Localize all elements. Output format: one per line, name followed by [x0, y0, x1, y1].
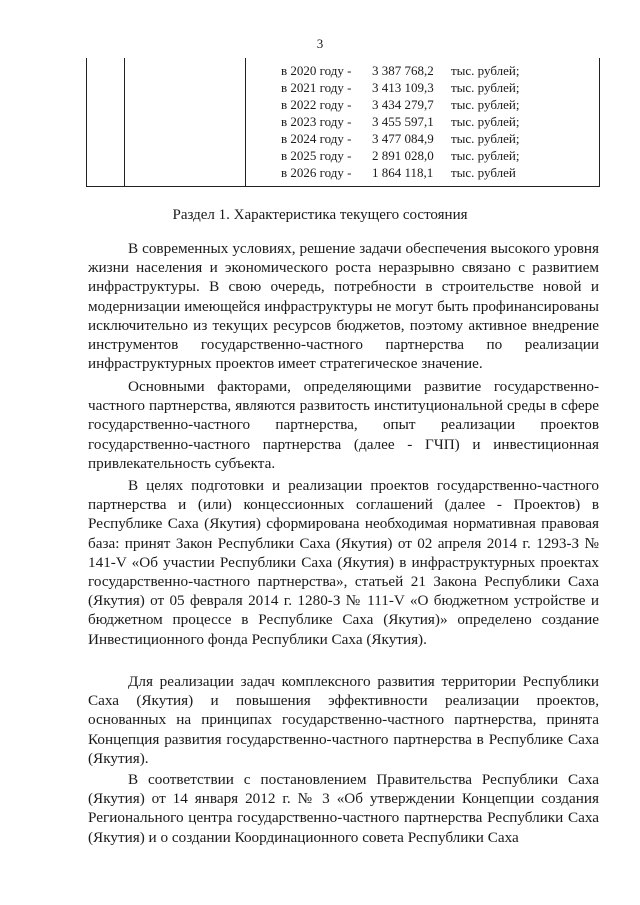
- funding-amount: 2 891 028,0: [372, 148, 434, 163]
- funding-unit: тыс. рублей;: [451, 148, 520, 163]
- funding-year: в 2025 году -: [281, 148, 352, 163]
- funding-amount: 3 455 597,1: [372, 114, 434, 129]
- funding-amount: 3 413 109,3: [372, 80, 434, 95]
- funding-year: в 2021 году -: [281, 80, 352, 95]
- funding-year: в 2022 году -: [281, 97, 352, 112]
- funding-amount: 1 864 118,1: [372, 165, 434, 180]
- funding-year: в 2026 году -: [281, 165, 352, 180]
- paragraph-factors: Основными факторами, определяющими развитие государственно-частного партнерства, являются развитость институциональной среды в сфере государственно-частного партнерства, опыт реализации проектов государственно-частного партнерства (далее - ГЧП) и инвестиционная привлекательность субъекта.: [88, 378, 599, 472]
- page-number: 3: [316, 36, 324, 51]
- paragraph-concept: Для реализации задач комплексного развития территории Республики Саха (Якутия) и повышения эффективности реализации проектов, основанных на принципах государственно-частного партнерства, принята Концепция развития государственно-частного партнерства в Республике Саха (Якутия).: [88, 673, 599, 767]
- table-column-divider: [124, 58, 125, 186]
- funding-year: в 2023 году -: [281, 114, 352, 129]
- funding-year: в 2020 году -: [281, 63, 352, 78]
- funding-table: [86, 58, 600, 187]
- funding-unit: тыс. рублей: [451, 165, 516, 180]
- funding-unit: тыс. рублей;: [451, 131, 520, 146]
- table-column-divider: [245, 58, 246, 186]
- paragraph-intro: В современных условиях, решение задачи обеспечения высокого уровня жизни населения и экономического роста неразрывно связано с развитием инфраструктуры. В свою очередь, потребности в строительстве новой и модернизации имеющейся инфраструктуры не могут быть профинансированы исключительно из текущих ресурсов бюджетов, поэтому активное внедрение инструментов государственно-частного партнерства по реализации инфраструктурных проектов имеет стратегическое значение.: [88, 240, 599, 373]
- paragraph-legal-base: В целях подготовки и реализации проектов государственно-частного партнерства и (или) концессионных соглашений (далее - Проектов) в Республике Саха (Якутия) сформирована необходимая нормативная правовая база: принят Закон Республики Саха (Якутия) от 02 апреля 2014 г. 1293-З № 141-V «Об участии Республики Саха (Якутия) в инфраструктурных проектах государственно-частного партнерства», статьей 21 Закона Республики Саха (Якутия) от 05 февраля 2014 г. 1280-З № 111-V «О бюджетном устройстве и бюджетном процессе в Республике Саха (Якутия)» определено создание Инвестиционного фонда Республики Саха (Якутия).: [88, 477, 599, 648]
- funding-unit: тыс. рублей;: [451, 114, 520, 129]
- section-title: Раздел 1. Характеристика текущего состояния: [172, 207, 468, 223]
- paragraph-resolution: В соответствии с постановлением Правительства Республики Саха (Якутия) от 14 января 2012 г. № 3 «Об утверждении Концепции создания Регионального центра государственно-частного партнерства Республики Саха (Якутия) и о создании Координационного совета Республики Саха: [88, 771, 599, 846]
- funding-unit: тыс. рублей;: [451, 97, 520, 112]
- funding-amount: 3 477 084,9: [372, 131, 434, 146]
- funding-amount: 3 434 279,7: [372, 97, 434, 112]
- funding-year: в 2024 году -: [281, 131, 352, 146]
- funding-amount: 3 387 768,2: [372, 63, 434, 78]
- funding-unit: тыс. рублей;: [451, 80, 520, 95]
- funding-unit: тыс. рублей;: [451, 63, 520, 78]
